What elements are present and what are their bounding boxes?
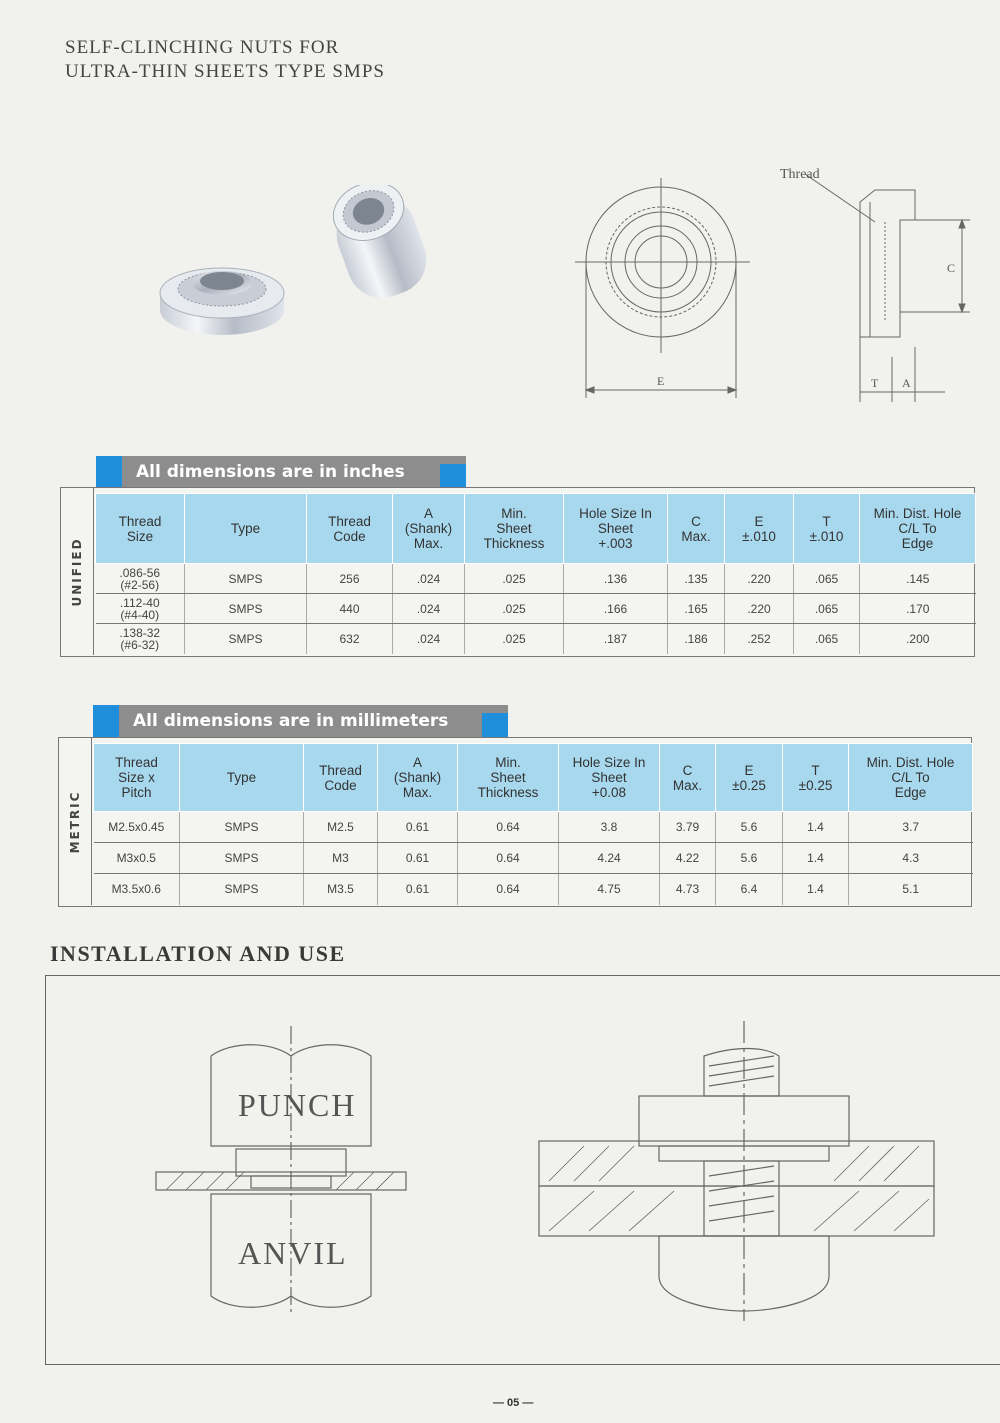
table-cell: .065: [794, 624, 860, 654]
installation-frame: [45, 975, 1000, 1365]
inch-spec-table: [95, 493, 976, 654]
label-t: T: [871, 376, 879, 390]
nut-flat-image: [160, 268, 284, 335]
table-cell: .112-40 (#4-40): [96, 594, 185, 624]
table-cell: .025: [465, 624, 564, 654]
page-title: [65, 36, 385, 84]
installed-nut-section: [534, 1021, 939, 1321]
table-cell: M3.5x0.6: [94, 874, 180, 905]
table-cell: 440: [307, 594, 393, 624]
table-cell: M2.5x0.45: [94, 812, 180, 843]
metric-label: METRIC: [59, 738, 92, 905]
table-cell: .136: [564, 564, 668, 594]
header-cell: A (Shank) Max.: [393, 494, 465, 564]
table-row: [94, 812, 973, 843]
table-cell: SMPS: [180, 812, 304, 843]
banner-accent: [96, 456, 122, 490]
header-cell: Thread Size x Pitch: [94, 744, 180, 812]
table-cell: .220: [725, 564, 794, 594]
table-row: [96, 624, 976, 654]
installation-title: INSTALLATION AND USE: [50, 941, 346, 966]
table-cell: .025: [465, 564, 564, 594]
table-cell: 5.6: [716, 843, 783, 874]
header-cell: E ±0.25: [716, 744, 783, 812]
table-cell: 1.4: [783, 843, 849, 874]
table-cell: SMPS: [180, 843, 304, 874]
table-row: [94, 843, 973, 874]
banner-accent: [482, 713, 508, 739]
title-line-1: SELF-CLINCHING NUTS FOR: [65, 37, 340, 58]
table-cell: 3.79: [660, 812, 716, 843]
punch-anvil-diagram: [146, 1026, 416, 1316]
table-cell: .220: [725, 594, 794, 624]
table-cell: .065: [794, 564, 860, 594]
table-cell: .024: [393, 564, 465, 594]
label-c: C: [947, 261, 956, 275]
table-cell: M3: [304, 843, 378, 874]
table-cell: .186: [668, 624, 725, 654]
table-header-row: [96, 494, 976, 564]
product-photo: [150, 185, 430, 355]
table-cell: M3x0.5: [94, 843, 180, 874]
mm-spec-table: [93, 743, 973, 905]
inch-banner-label: All dimensions are in inches: [136, 462, 405, 482]
side-view-drawing: [775, 162, 975, 402]
table-cell: .025: [465, 594, 564, 624]
table-cell: 4.75: [559, 874, 660, 905]
punch-label: PUNCH: [238, 1087, 357, 1123]
label-e: E: [657, 374, 665, 388]
table-row: [94, 874, 973, 905]
table-cell: 5.6: [716, 812, 783, 843]
mm-table-frame: [58, 737, 972, 907]
table-cell: 0.61: [378, 843, 458, 874]
table-cell: 1.4: [783, 812, 849, 843]
table-cell: 3.7: [849, 812, 973, 843]
table-cell: SMPS: [185, 594, 307, 624]
table-cell: M2.5: [304, 812, 378, 843]
table-cell: .165: [668, 594, 725, 624]
mm-banner-label: All dimensions are in millimeters: [133, 711, 449, 731]
header-cell: T ±.010: [794, 494, 860, 564]
table-cell: SMPS: [185, 564, 307, 594]
table-cell: .166: [564, 594, 668, 624]
inch-banner: [96, 456, 466, 490]
table-cell: .187: [564, 624, 668, 654]
label-a: A: [902, 376, 911, 390]
unified-label: UNIFIED: [61, 488, 94, 655]
table-cell: 5.1: [902, 882, 920, 897]
nut-tilted-image: [321, 185, 430, 308]
table-cell: 4.24: [559, 843, 660, 874]
table-cell: 632: [307, 624, 393, 654]
header-cell: Thread Size: [96, 494, 185, 564]
header-cell: Thread Code: [307, 494, 393, 564]
table-header-row: [94, 744, 973, 812]
table-cell: SMPS: [185, 624, 307, 654]
table-cell: .138-32 (#6-32): [96, 624, 185, 654]
table-cell: .024: [393, 594, 465, 624]
table-cell: .170: [860, 594, 976, 624]
table-cell: 0.61: [378, 812, 458, 843]
table-cell: 0.64: [458, 874, 559, 905]
table-cell: 4.22: [660, 843, 716, 874]
banner-accent: [93, 705, 119, 739]
header-cell: E ±.010: [725, 494, 794, 564]
table-row: [96, 564, 976, 594]
table-cell: SMPS: [180, 874, 304, 905]
table-cell: 1.4: [783, 874, 849, 905]
header-cell: Min. Sheet Thickness: [458, 744, 559, 812]
inch-table-frame: [60, 487, 975, 657]
table-cell: 3.8: [559, 812, 660, 843]
page-number: — 05 —: [493, 1397, 534, 1409]
header-cell: Min. Dist. Hole C/L To Edge: [849, 744, 973, 812]
header-cell: Hole Size In Sheet +0.08: [559, 744, 660, 812]
front-view-drawing: [575, 178, 755, 403]
header-cell: Hole Size In Sheet +.003: [564, 494, 668, 564]
table-row: [96, 594, 976, 624]
header-cell: C Max.: [660, 744, 716, 812]
title-line-2: ULTRA-THIN SHEETS TYPE SMPS: [65, 61, 385, 82]
header-cell: Thread Code: [304, 744, 378, 812]
table-cell: .145: [860, 564, 976, 594]
table-cell: 256: [307, 564, 393, 594]
mm-banner: [93, 705, 508, 739]
table-cell: 6.4: [716, 874, 783, 905]
table-cell: 4.3: [849, 843, 973, 874]
table-cell: 0.64: [458, 812, 559, 843]
header-cell: Min. Dist. Hole C/L To Edge: [860, 494, 976, 564]
table-cell: 0.64: [458, 843, 559, 874]
header-cell: Type: [180, 744, 304, 812]
header-cell: Type: [185, 494, 307, 564]
anvil-label: ANVIL: [238, 1235, 348, 1271]
table-cell: .086-56 (#2-56): [96, 564, 185, 594]
header-cell: Min. Sheet Thickness: [465, 494, 564, 564]
table-cell: .065: [794, 594, 860, 624]
table-cell: .135: [668, 564, 725, 594]
table-cell: .200: [906, 631, 930, 646]
table-cell: .024: [393, 624, 465, 654]
table-cell: M3.5: [304, 874, 378, 905]
header-cell: A (Shank) Max.: [378, 744, 458, 812]
header-cell: T ±0.25: [783, 744, 849, 812]
label-thread: Thread: [780, 167, 820, 182]
table-cell: 4.73: [660, 874, 716, 905]
header-cell: C Max.: [668, 494, 725, 564]
table-cell: .252: [725, 624, 794, 654]
table-cell: 0.61: [378, 874, 458, 905]
